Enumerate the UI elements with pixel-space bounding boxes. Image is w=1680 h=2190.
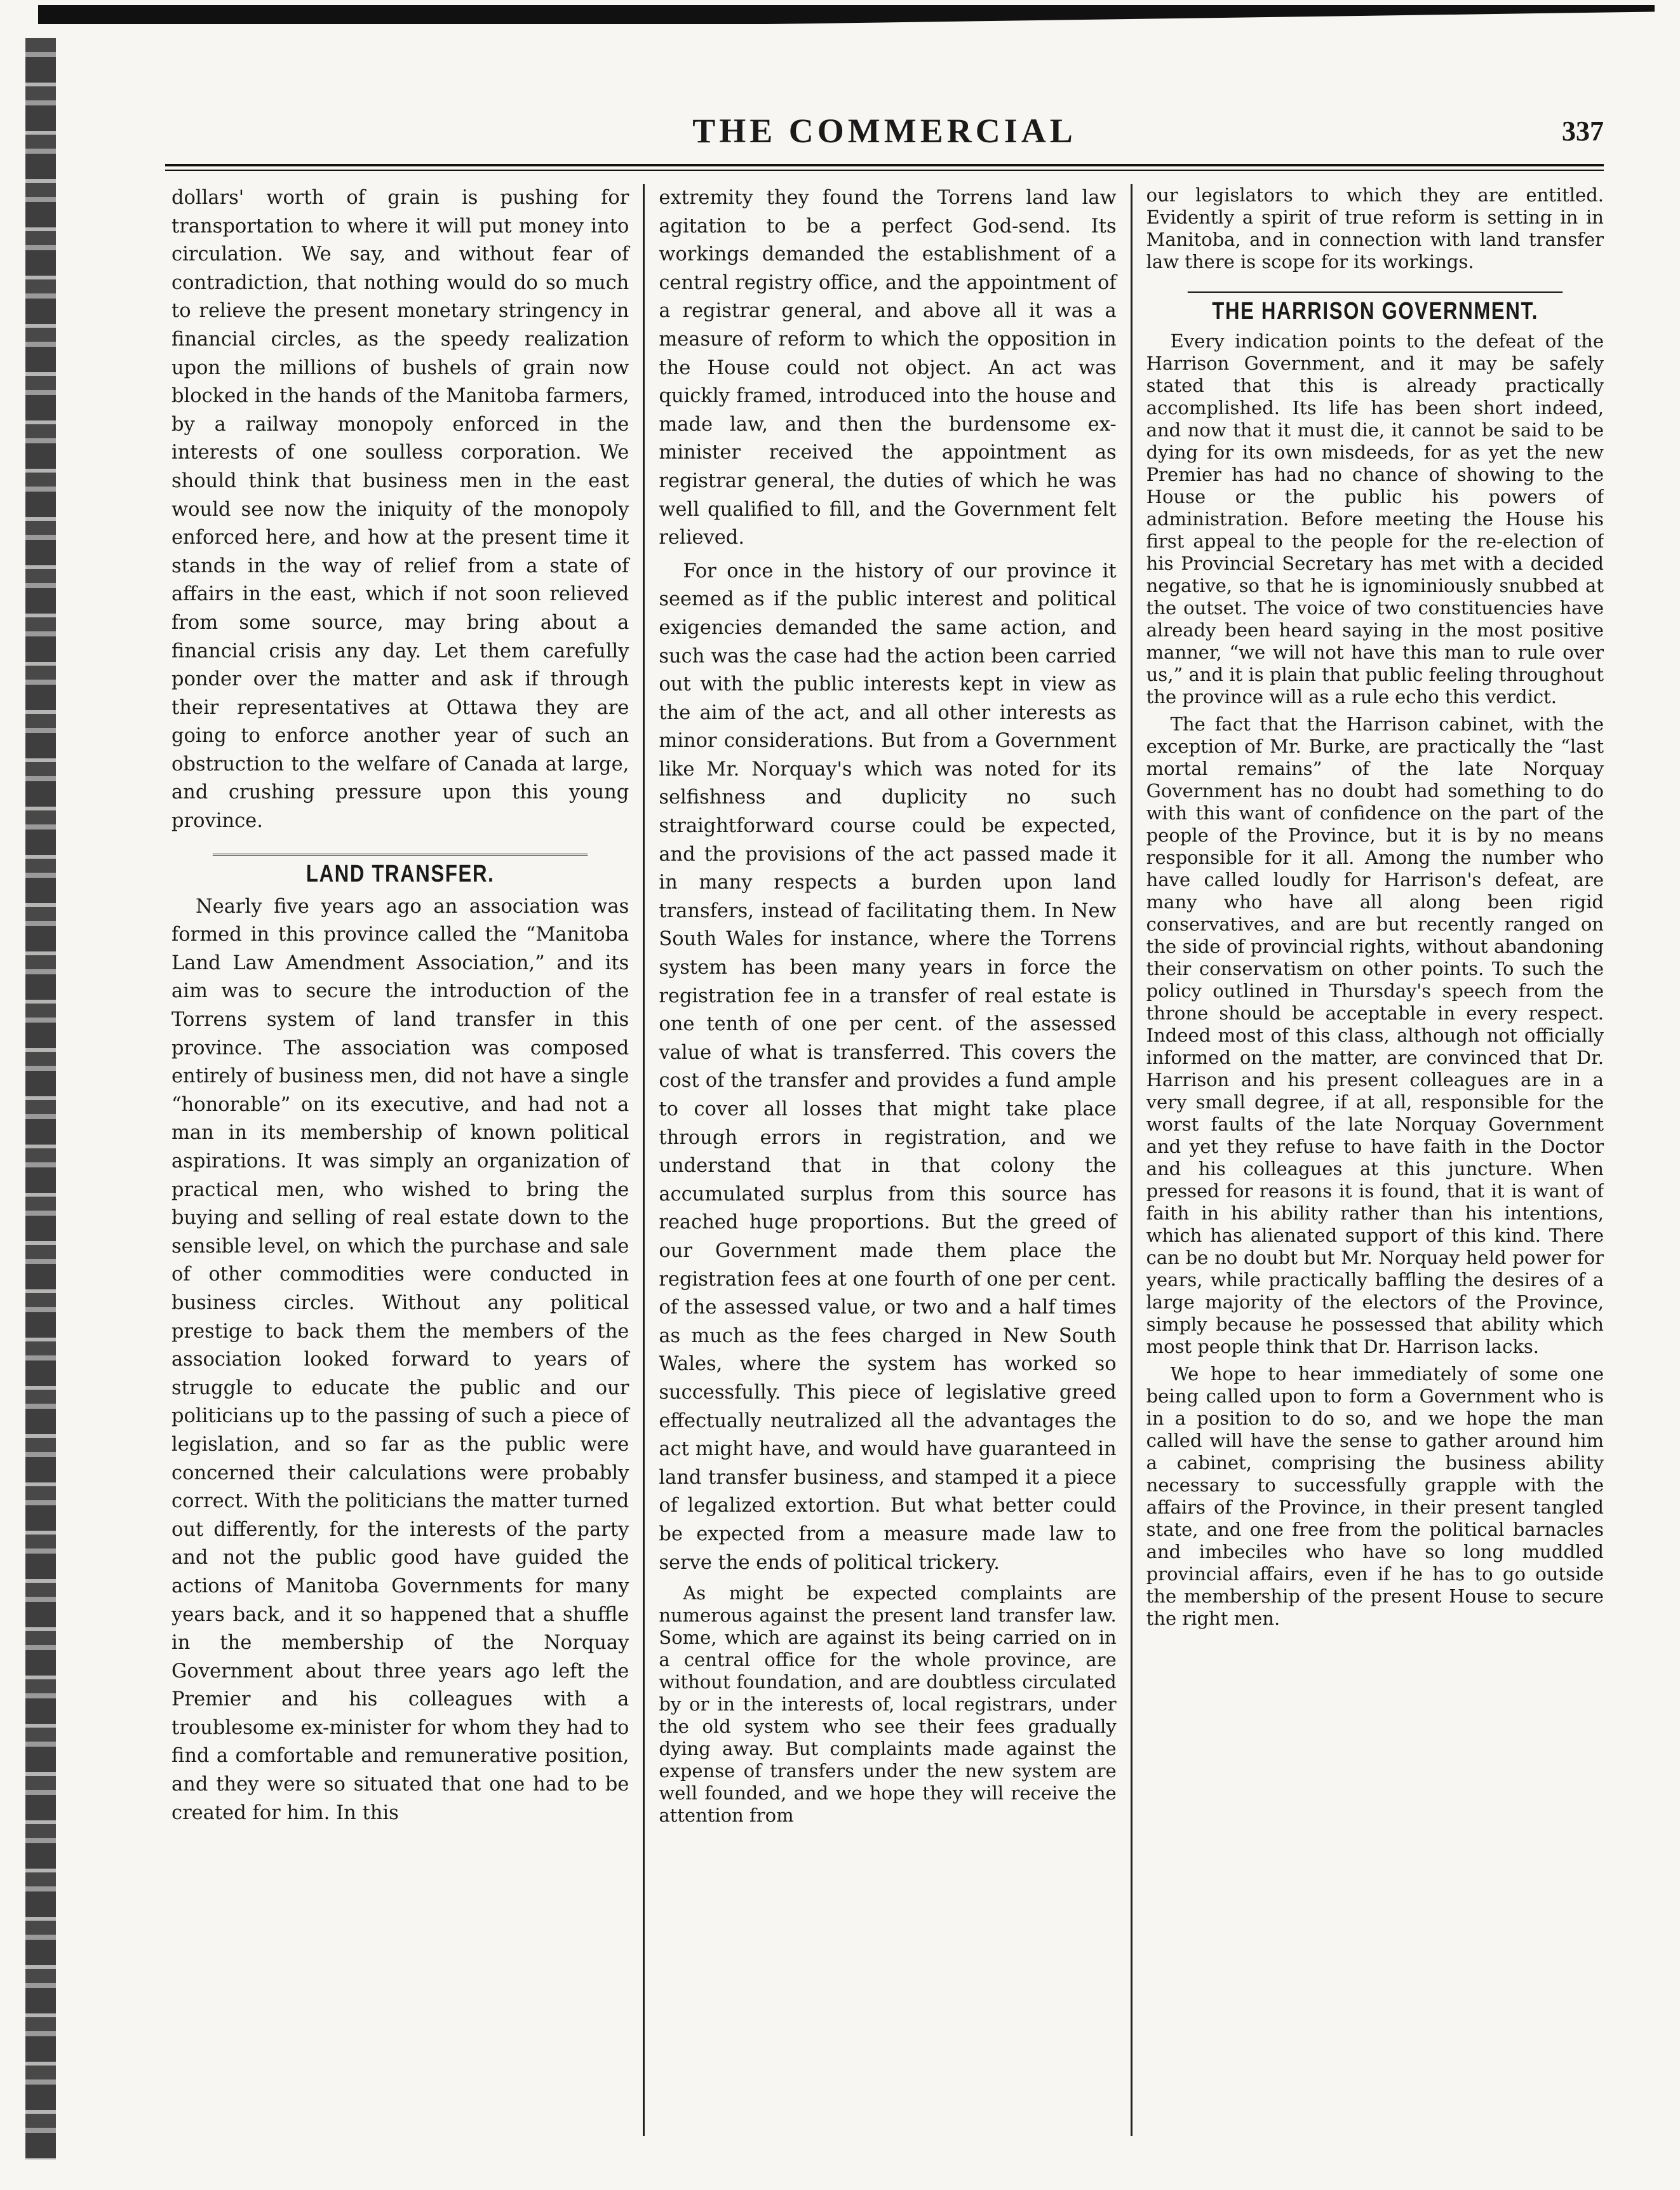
header-rule — [165, 164, 1604, 171]
paragraph: dollars' worth of grain is pushing for transportation to where it will put money into circulation. We say, and without fear of contradiction, that nothing would do so much to relieve the present monetary stringency in financial circles, as the speedy realization upon the millions of bushels of grain now blocked in the hands of the Manitoba farmers, by a railway monopoly enforced in the interests of one soulless corporation. We should think that business men in the east would see now the iniquity of the monopoly enforced here, and how at the present time it stands in the way of relief from a state of affairs in the east, which if not soon relieved from some source, may bring about a financial crisis any day. Let them carefully ponder over the matter and ask if through their representatives at Ottawa they are going to enforce another year of such an obstruction to the welfare of Canada at large, and crushing pressure upon this young province. — [171, 187, 629, 833]
page-header — [165, 111, 1604, 162]
paragraph: extremity they found the Torrens land law agitation to be a perfect God-send. Its workings demanded the establishment of a central registry office, and the appointment of a registrar general, and above all it was a measure of reform to which the opposition in the House could not object. An act was quickly framed, introduced into the house and made law, and then the burdensome ex-minister received the appointment as registrar general, the duties of which he was well qualified to fill, and the Government felt relieved. — [659, 187, 1117, 549]
section-heading-harrison-government: THE HARRISON GOVERNMENT. — [1187, 291, 1562, 325]
paragraph: The fact that the Harrison cabinet, with the exception of Mr. Burke, are practically the “last mortal remains” of the late Norquay Government has no doubt had something to do with this want of confidence on the part of the people of the Province, but it is by no means responsible for it all. Among the number who have called loudly for Harrison's defeat, are many who have all along been rigid conservatives, and are but recently ranged on the side of provincial rights, without abandoning their conservatism on other points. To such the policy outlined in Thursday's speech from the throne should be acceptable in every respect. Indeed most of this class, although not officially informed on the matter, are convinced that Dr. Harrison and his present colleagues are in a very small degree, if at all, responsible for the worst faults of the late Norquay Government and yet they refuse to have faith in the Doctor and his colleagues at this juncture. When pressed for reasons it is found, that it is want of faith in his ability rather than his intentions, which has alienated support of this kind. There can be no doubt but Mr. Norquay held power for years, while practically baffling the desires of a large majority of the electors of the Province, simply because he possessed that ability which most people think that Dr. Harrison lacks. — [1146, 713, 1604, 1357]
column-1 — [171, 184, 643, 2136]
article-columns — [171, 184, 1604, 2136]
paragraph: Nearly five years ago an association was formed in this province called the “Manitoba Land Law Amendment Association,” and its aim was to secure the introduction of the Torrens system of land transfer in this province. The association was composed entirely of business men, did not have a single “honorable” on its executive, and had not a man in its membership of known political aspirations. It was simply an organization of practical men, who wished to bring the buying and selling of real estate down to the sensible level, on which the purchase and sale of other commodities were conducted in business circles. Without any political prestige to back them the members of the association looked forward to years of struggle to educate the public and our politicians up to the passing of such a piece of legislation, and so far as the public were concerned their calculations were probably correct. With the politicians the matter turned out differently, for the interests of the party and not the public good have guided the actions of Manitoba Governments for many years back, and it so happened that a shuffle in the membership of the Norquay Government about three years ago left the Premier and his colleagues with a troublesome ex-minister for whom they had to find a comfortable and remunerative position, and they were so situated that one had to be created for him. In this — [171, 895, 629, 1824]
scan-binding-edge — [25, 38, 56, 2160]
page-number: 337 — [1562, 116, 1604, 147]
paragraph: For once in the history of our province it seemed as if the public interest and political exigencies demanded the same action, and such was the case had the action been carried out with the public interests kept in view as the aim of the act, and all other interests as minor considerations. But from a Government like Mr. Norquay's which was noted for its selfishness and duplicity no such straightforward course could be expected, and the provisions of the act passed made it in many respects a burden upon land transfers, instead of facilitating them. In New South Wales for instance, where the Torrens system has been many years in force the registration fee in a transfer of real estate is one tenth of one per cent. of the assessed value of what is transferred. This covers the cost of the transfer and provides a fund ample to cover all losses that might take place through errors in registration, and we understand that in that colony the accumulated surplus from this source has reached huge proportions. But the greed of our Government made them place the registration fees at one fourth of one per cent. of the assessed value, or two and a half times as much as the fees charged in New South Wales, where the system has worked so successfully. This piece of legislative greed effectually neutralized all the advantages the act might have, and would have guaranteed in land transfer business, and stamped it a piece of legalized extortion. But what better could be expected from a measure made law to serve the ends of political trickery. — [659, 560, 1117, 1574]
column-2 — [643, 184, 1130, 2136]
section-heading-land-transfer: LAND TRANSFER. — [213, 854, 588, 888]
column-3 — [1131, 184, 1604, 2136]
paragraph: As might be expected complaints are numerous against the present land transfer law. Some, which are against its being carried on in a central office for the whole province, are without foundation, and are doubtless circulated by or in the interests of, local registrars, under the old system who see their fees gradually dying away. But complaints made against the expense of transfers under the new system are well founded, and we hope they will receive the attention from — [659, 1582, 1117, 1827]
paragraph: We hope to hear immediately of some one being called upon to form a Government who is in a position to do so, and we hope the man called will have the sense to gather around him a cabinet, comprising the business ability necessary to successfully grapple with the affairs of the Province, in their present tangled state, and one free from the political barnacles and imbeciles who have so long muddled provincial affairs, even if he has to go outside the membership of the present House to secure the right men. — [1146, 1363, 1604, 1629]
scan-edge-dark-band — [38, 5, 1655, 24]
paragraph: our legislators to which they are entitled. Evidently a spirit of true reform is setting in in Manitoba, and in connection with land transfer law there is scope for its workings. — [1146, 184, 1604, 272]
page-title: THE COMMERCIAL — [692, 112, 1077, 150]
paragraph: Every indication points to the defeat of the Harrison Government, and it may be safely stated that this is already practically accomplished. Its life has been short indeed, and now that it must die, it cannot be said to be dying for its own misdeeds, for as yet the new Premier has had no chance of showing to the House or the public his powers of administration. Before meeting the House his first appeal to the people for the re-election of his Provincial Secretary has met with a decided negative, so that he is ignominiously snubbed at the outset. The voice of two constituencies have already been heard saying in the most positive manner, “we will not have this man to rule over us,” and it is plain that public feeling throughout the province will as a rule echo this verdict. — [1146, 330, 1604, 708]
scan-bottom-margin — [0, 2152, 1680, 2190]
